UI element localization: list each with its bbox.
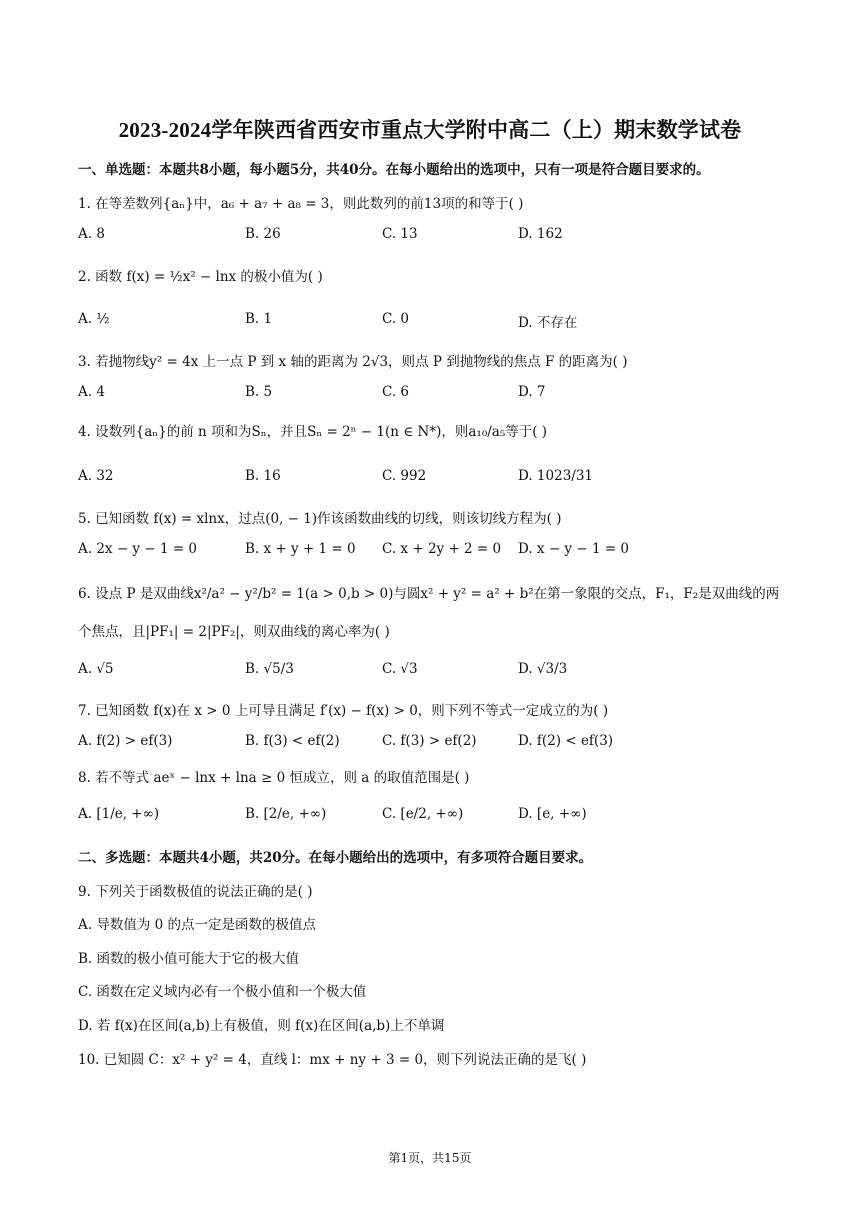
- q4-option-a: A. 32: [78, 468, 114, 484]
- q8-option-d: D. [e, +∞): [518, 806, 587, 822]
- q6-option-a: A. √5: [78, 661, 114, 677]
- question-1: 1. 在等差数列{aₙ}中，a₆ + a₇ + a₈ = 3，则此数列的前13项的和等于( ): [78, 196, 524, 212]
- q9-option-c: C. 函数在定义域内必有一个极小值和一个极大值: [78, 984, 367, 1000]
- page-footer: 第1页，共15页: [388, 1151, 472, 1165]
- q4-option-d: D. 1023/31: [518, 468, 594, 484]
- q9-option-b: B. 函数的极小值可能大于它的极大值: [78, 951, 300, 967]
- section-single-choice-heading: 一、单选题：本题共8小题，每小题5分，共40分。在每小题给出的选项中，只有一项是符合题目要求的。: [78, 162, 710, 178]
- q6-option-c: C. √3: [382, 661, 418, 677]
- q9-option-a: A. 导数值为 0 的点一定是函数的极值点: [78, 917, 317, 933]
- q3-option-c: C. 6: [382, 384, 410, 400]
- q5-option-d: D. x − y − 1 = 0: [518, 541, 630, 557]
- question-9: 9. 下列关于函数极值的说法正确的是( ): [78, 884, 313, 900]
- q1-option-d: D. 162: [518, 226, 563, 242]
- q1-option-b: B. 26: [245, 226, 281, 242]
- q8-option-b: B. [2/e, +∞): [245, 806, 327, 822]
- q5-option-b: B. x + y + 1 = 0: [245, 541, 356, 557]
- question-6-line-2: 个焦点，且|PF₁| = 2|PF₂|，则双曲线的离心率为( ): [78, 624, 390, 640]
- exam-title: 2023-2024学年陕西省西安市重点大学附中高二（上）期末数学试卷: [118, 118, 742, 142]
- q7-option-c: C. f(3) > ef(2): [382, 733, 477, 749]
- q2-option-b: B. 1: [245, 311, 273, 327]
- q1-option-a: A. 8: [78, 226, 105, 242]
- q3-option-b: B. 5: [245, 384, 273, 400]
- q4-option-b: B. 16: [245, 468, 281, 484]
- q2-option-d: D. 不存在: [518, 315, 578, 331]
- question-7: 7. 已知函数 f(x)在 x > 0 上可导且满足 f′(x) − f(x) > 0，则下列不等式一定成立的为( ): [78, 703, 609, 719]
- q8-option-a: A. [1/e, +∞): [78, 806, 160, 822]
- q2-option-c: C. 0: [382, 311, 410, 327]
- q4-option-c: C. 992: [382, 468, 427, 484]
- q5-option-c: C. x + 2y + 2 = 0: [382, 541, 502, 557]
- q7-option-a: A. f(2) > ef(3): [78, 733, 173, 749]
- q6-option-d: D. √3/3: [518, 661, 568, 677]
- q1-option-c: C. 13: [382, 226, 418, 242]
- q8-option-c: C. [e/2, +∞): [382, 806, 464, 822]
- q6-option-b: B. √5/3: [245, 661, 294, 677]
- question-5: 5. 已知函数 f(x) = xlnx，过点(0, − 1)作该函数曲线的切线，则该切线方程为( ): [78, 511, 562, 527]
- question-4: 4. 设数列{aₙ}的前 n 项和为Sₙ，并且Sₙ = 2ⁿ − 1(n ∈ N*)，则a₁₀/a₅等于( ): [78, 424, 548, 440]
- section-multi-choice-heading: 二、多选题：本题共4小题，共20分。在每小题给出的选项中，有多项符合题目要求。: [78, 850, 593, 866]
- question-3: 3. 若抛物线y² = 4x 上一点 P 到 x 轴的距离为 2√3，则点 P 到抛物线的焦点 F 的距离为( ): [78, 354, 628, 370]
- q3-option-d: D. 7: [518, 384, 546, 400]
- question-10: 10. 已知圆 C：x² + y² = 4，直线 l：mx + ny + 3 = 0，则下列说法正确的是飞( ): [78, 1052, 587, 1068]
- q7-option-b: B. f(3) < ef(2): [245, 733, 340, 749]
- q9-option-d: D. 若 f(x)在区间(a,b)上有极值，则 f(x)在区间(a,b)上不单调: [78, 1018, 445, 1034]
- q2-option-a: A. ½: [78, 311, 110, 327]
- question-8: 8. 若不等式 aeˣ − lnx + lna ≥ 0 恒成立，则 a 的取值范围是( ): [78, 770, 470, 786]
- q7-option-d: D. f(2) < ef(3): [518, 733, 614, 749]
- question-6-line-1: 6. 设点 P 是双曲线x²/a² − y²/b² = 1(a > 0,b > 0)与圆x² + y² = a² + b²在第一象限的交点，F₁，F₂是双曲线的两: [78, 586, 780, 602]
- question-2: 2. 函数 f(x) = ½x² − lnx 的极小值为( ): [78, 269, 323, 285]
- q5-option-a: A. 2x − y − 1 = 0: [78, 541, 198, 557]
- q3-option-a: A. 4: [78, 384, 105, 400]
